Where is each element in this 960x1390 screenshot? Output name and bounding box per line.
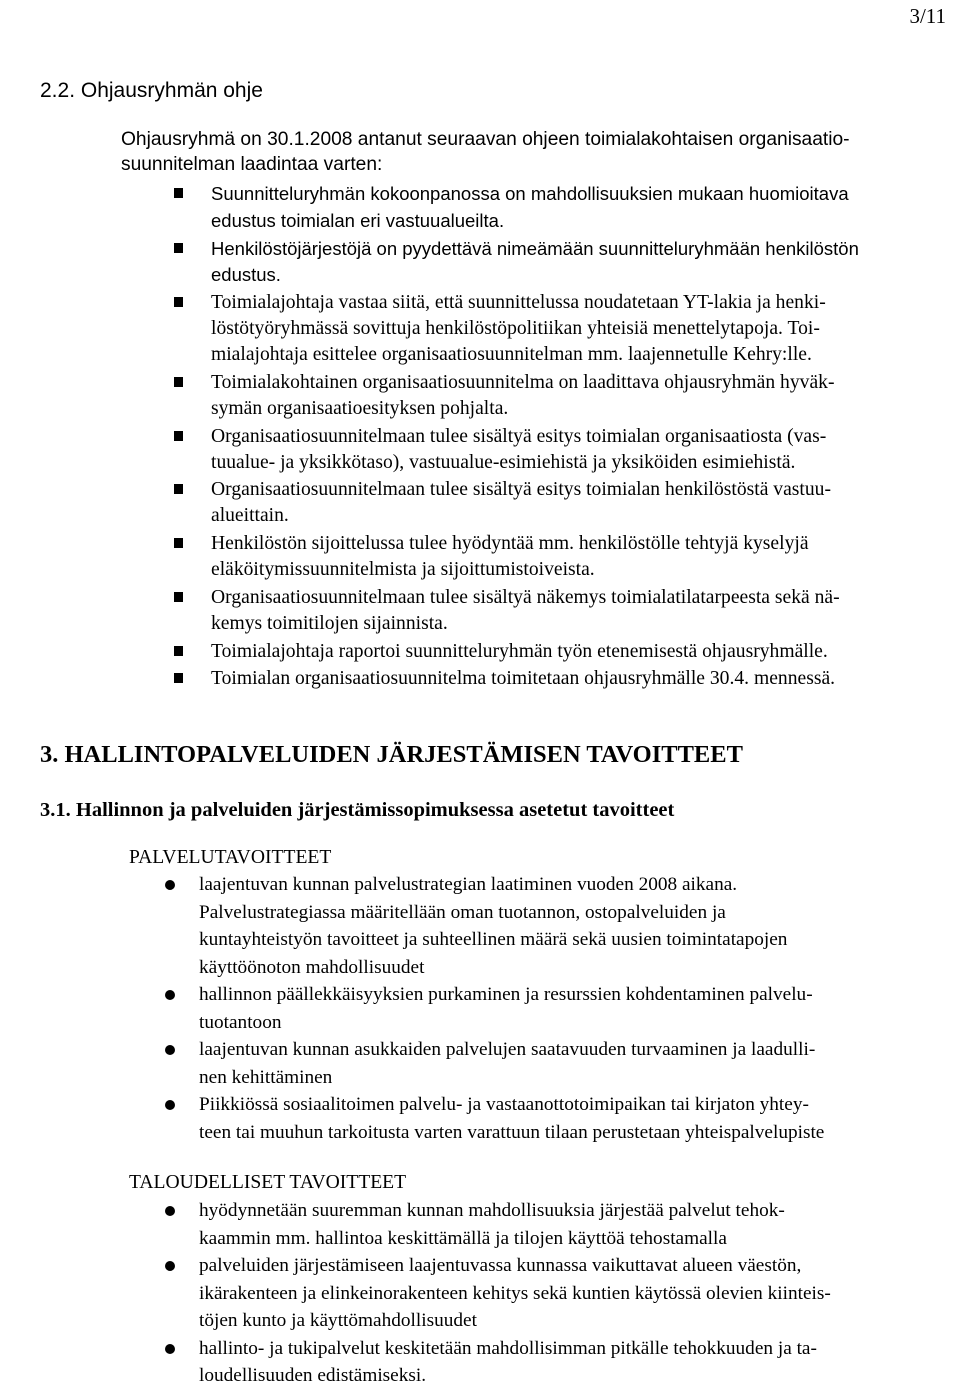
list-item: [170, 639, 955, 665]
list-item-line: Toimialajohtaja raportoi suunnitteluryhmän työn etenemisestä ohjausryhmälle.: [211, 640, 828, 662]
list-item-line: Organisaatiosuunnitelmaan tulee sisältyä näkemys toimialatilatarpeesta sekä nä-: [211, 586, 840, 608]
list-item-line: laajentuvan kunnan palvelustrategian laatiminen vuoden 2008 aikana.: [199, 874, 738, 895]
list-item: [160, 981, 950, 1036]
list-item: [170, 477, 955, 529]
list-item-line: Toimialakohtainen organisaatiosuunnitelma on laadittava ohjausryhmän hyväk-: [211, 372, 835, 394]
list-item: [170, 290, 955, 368]
list-item: [170, 585, 955, 637]
list-item-line: Piikkiössä sosiaalitoimen palvelu- ja vastaanottotoimipaikan tai kirjaton yhtey-: [199, 1094, 809, 1115]
list-item-line: hallinnon päällekkäisyyksien purkaminen ja resurssien kohdentaminen palvelu-: [199, 984, 813, 1005]
economic-goals-list: [160, 1197, 950, 1390]
service-goals-list: [160, 871, 950, 1146]
list-item: [170, 531, 955, 583]
list-item: [160, 1036, 950, 1091]
list-item: [160, 1091, 950, 1146]
square-bullet-icon: [174, 188, 183, 198]
list-item-line: nen kehittäminen: [199, 1066, 333, 1088]
round-bullet-icon: [165, 990, 175, 1000]
list-item: [170, 370, 955, 422]
list-item-line: edustus.: [211, 264, 281, 286]
list-item-line: mialajohtaja esittelee organisaatiosuunnitelman mm. laajennetulle Kehry:lle.: [211, 344, 812, 366]
list-item-line: eläköitymissuunnitelmista ja sijoittumistoiveista.: [211, 559, 595, 581]
list-item-line: alueittain.: [211, 505, 289, 527]
list-item-line: palveluiden järjestämiseen laajentuvassa kunnassa vaikuttavat alueen väestön,: [199, 1255, 802, 1276]
section-heading-2-2: 2.2. Ohjausryhmän ohje: [40, 79, 263, 102]
list-item: [170, 424, 955, 476]
list-item-line: Organisaatiosuunnitelmaan tulee sisältyä esitys toimialan organisaatiosta (vas-: [211, 425, 827, 447]
list-item: [170, 236, 955, 289]
list-item-line: kaammin mm. hallintoa keskittämällä ja tilojen käyttöä tehostamalla: [199, 1227, 727, 1249]
list-item-line: hyödynnetään suuremman kunnan mahdollisuuksia järjestää palvelut tehok-: [199, 1200, 785, 1221]
intro-paragraph: [121, 127, 951, 177]
chapter-heading: 3. HALLINTOPALVELUIDEN JÄRJESTÄMISEN TAVOITTEET: [40, 741, 743, 768]
list-item-line: ikärakenteen ja elinkeinorakenteen kehitys sekä kuntien käytössä olevien kiinteis-: [199, 1282, 831, 1304]
list-item-line: teen tai muuhun tarkoitusta varten varattuun tilaan perustetaan yhteispalvelupiste: [199, 1121, 825, 1143]
list-item-line: hallinto- ja tukipalvelut keskitetään mahdollisimman pitkälle tehokkuuden ja ta-: [199, 1337, 817, 1359]
square-bullet-icon: [174, 646, 183, 656]
list-item: [160, 1197, 950, 1252]
list-item-line: laajentuvan kunnan asukkaiden palvelujen saatavuuden turvaaminen ja laadulli-: [199, 1039, 816, 1060]
list-item-line: Toimialan organisaatiosuunnitelma toimitetaan ohjausryhmälle 30.4. mennessä.: [211, 668, 836, 690]
list-item-line: Toimialajohtaja vastaa siitä, että suunnittelussa noudatetaan YT-lakia ja henki-: [211, 292, 826, 314]
square-bullet-icon: [174, 243, 183, 253]
list-item-line: tuualue- ja yksikkötaso), vastuualue-esimiehistä ja yksiköiden esimiehistä.: [211, 451, 796, 473]
list-item-line: Organisaatiosuunnitelmaan tulee sisältyä esitys toimialan henkilöstöstä vastuu-: [211, 479, 831, 501]
square-bullet-icon: [174, 297, 183, 307]
intro-line: suunnitelman laadintaa varten:: [121, 154, 383, 175]
list-item-line: löstötyöryhmässä sovittuja henkilöstöpolitiikan yhteisiä menettelytapoja. Toi-: [211, 318, 820, 340]
list-item-line: tuotantoon: [199, 1011, 282, 1033]
group-title-service-goals: PALVELUTAVOITTEET: [129, 847, 332, 868]
list-item-line: loudellisuuden edistämiseksi.: [199, 1365, 427, 1386]
section-heading-3-1: 3.1. Hallinnon ja palveluiden järjestämissopimuksessa asetetut tavoitteet: [40, 799, 675, 821]
list-item-line: Henkilöstön sijoittelussa tulee hyödyntää mm. henkilöstölle tehtyjä kyselyjä: [211, 533, 809, 555]
square-bullet-icon: [174, 538, 183, 548]
round-bullet-icon: [165, 1100, 175, 1110]
guideline-list: [170, 181, 955, 694]
group-title-economic-goals: TALOUDELLISET TAVOITTEET: [129, 1172, 407, 1193]
list-item: [160, 1252, 950, 1335]
page-number: 3/11: [909, 4, 946, 28]
list-item-line: Palvelustrategiassa määritellään oman tuotannon, ostopalveluiden ja: [199, 901, 726, 923]
square-bullet-icon: [174, 592, 183, 602]
list-item-line: symän organisaatioesityksen pohjalta.: [211, 398, 509, 420]
round-bullet-icon: [165, 1344, 175, 1354]
round-bullet-icon: [165, 1206, 175, 1216]
round-bullet-icon: [165, 880, 175, 890]
list-item-line: Henkilöstöjärjestöjä on pyydettävä nimeämään suunnitteluryhmään henkilöstön: [211, 237, 859, 259]
list-item: [160, 871, 950, 981]
list-item: [160, 1335, 950, 1390]
round-bullet-icon: [165, 1045, 175, 1055]
square-bullet-icon: [174, 484, 183, 494]
list-item-line: kuntayhteistyön tavoitteet ja suhteellinen määrä sekä uusien toimintatapojen: [199, 929, 788, 950]
square-bullet-icon: [174, 673, 183, 683]
intro-line: Ohjausryhmä on 30.1.2008 antanut seuraavan ohjeen toimialakohtaisen organisaatio-: [121, 129, 850, 150]
square-bullet-icon: [174, 431, 183, 441]
round-bullet-icon: [165, 1261, 175, 1271]
list-item-line: käyttöönoton mahdollisuudet: [199, 956, 425, 978]
list-item-line: edustus toimialan eri vastuualueilta.: [211, 209, 505, 231]
square-bullet-icon: [174, 377, 183, 387]
list-item-line: töjen kunto ja käyttömahdollisuudet: [199, 1310, 477, 1331]
list-item: [170, 666, 955, 692]
list-item-line: kemys toimitilojen sijainnista.: [211, 612, 448, 634]
list-item-line: Suunnitteluryhmän kokoonpanossa on mahdollisuuksien mukaan huomioitava: [211, 183, 849, 204]
list-item: [170, 181, 955, 234]
